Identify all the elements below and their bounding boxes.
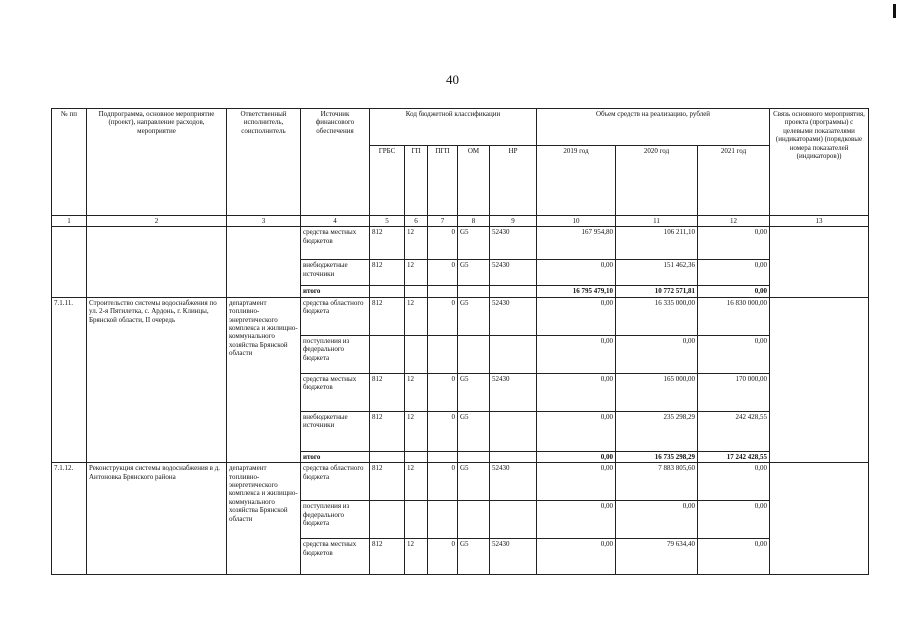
cell-nr: 52430 <box>490 297 537 335</box>
cell-source: средства областного бюджета <box>301 297 370 335</box>
cell-gp <box>405 286 428 297</box>
cell-pgp: 0 <box>428 373 458 411</box>
cell-grbs <box>370 501 405 539</box>
budget-table <box>51 108 869 575</box>
cell-gp <box>405 501 428 539</box>
cell-om: G5 <box>458 260 490 286</box>
cell-2021: 170 000,00 <box>698 373 770 411</box>
col-number: 8 <box>458 216 490 227</box>
cell-source: средства местных бюджетов <box>301 227 370 260</box>
cell-source: итого <box>301 451 370 462</box>
cell-grbs <box>370 451 405 462</box>
cell-nr <box>490 501 537 539</box>
cell-2019: 0,00 <box>537 411 616 451</box>
cell-2019: 0,00 <box>537 260 616 286</box>
cell-num: 7.1.12. <box>52 463 87 575</box>
cell-pgp: 0 <box>428 297 458 335</box>
cell-2021: 0,00 <box>698 227 770 260</box>
cell-2019: 0,00 <box>537 463 616 501</box>
cell-2020: 16 335 000,00 <box>616 297 698 335</box>
col-number: 12 <box>698 216 770 227</box>
col-number: 13 <box>770 216 869 227</box>
cell-om: G5 <box>458 463 490 501</box>
cell-gp: 12 <box>405 227 428 260</box>
cell-2020: 16 735 298,29 <box>616 451 698 462</box>
cell-link <box>770 297 869 462</box>
header-num: № пп <box>52 109 87 216</box>
cell-source: средства местных бюджетов <box>301 373 370 411</box>
cell-2019: 0,00 <box>537 539 616 575</box>
cell-gp: 12 <box>405 373 428 411</box>
header-gp: ГП <box>405 146 428 216</box>
cell-2021: 17 242 428,55 <box>698 451 770 462</box>
cell-2021: 242 428,55 <box>698 411 770 451</box>
cell-gp <box>405 451 428 462</box>
cell-2020: 106 211,10 <box>616 227 698 260</box>
cell-pgp: 0 <box>428 411 458 451</box>
header-budget-code: Код бюджетной классификации <box>370 109 537 146</box>
cell-source: внебюджетные источники <box>301 411 370 451</box>
cell-nr: 52430 <box>490 373 537 411</box>
cell-2019: 16 795 479,10 <box>537 286 616 297</box>
col-number: 9 <box>490 216 537 227</box>
cell-name <box>87 227 227 297</box>
cell-2021: 0,00 <box>698 463 770 501</box>
cell-grbs <box>370 335 405 373</box>
cell-pgp <box>428 335 458 373</box>
cell-om <box>458 451 490 462</box>
cell-2021: 0,00 <box>698 539 770 575</box>
cell-source: поступления из федерального бюджета <box>301 335 370 373</box>
cell-responsible: департамент топливно-энергетического комплекса и жилищно-коммунального хозяйства Брянской области <box>227 297 301 462</box>
cell-source: средства местных бюджетов <box>301 539 370 575</box>
cell-num <box>52 227 87 297</box>
cell-2019: 0,00 <box>537 373 616 411</box>
header-2020: 2020 год <box>616 146 698 216</box>
cell-om: G5 <box>458 373 490 411</box>
header-source: Источник финансового обеспечения <box>301 109 370 216</box>
col-number: 3 <box>227 216 301 227</box>
cell-nr <box>490 451 537 462</box>
cell-2021: 0,00 <box>698 260 770 286</box>
cell-nr <box>490 335 537 373</box>
cell-2020: 165 000,00 <box>616 373 698 411</box>
col-number: 5 <box>370 216 405 227</box>
cell-om: G5 <box>458 297 490 335</box>
cell-2021: 0,00 <box>698 501 770 539</box>
cell-gp: 12 <box>405 539 428 575</box>
page-number: 40 <box>446 72 459 87</box>
header-volume: Объем средств на реализацию, рублей <box>537 109 770 146</box>
cell-grbs: 812 <box>370 227 405 260</box>
cell-grbs <box>370 286 405 297</box>
col-number: 11 <box>616 216 698 227</box>
cell-num: 7.1.11. <box>52 297 87 462</box>
cell-name: Строительство системы водоснабжения по ул. 2-я Пятилетка, с. Ардонь, г. Клинцы, Брянской области, II очередь <box>87 297 227 462</box>
cell-grbs: 812 <box>370 463 405 501</box>
cell-2020: 10 772 571,81 <box>616 286 698 297</box>
cell-2019: 0,00 <box>537 501 616 539</box>
cell-link <box>770 463 869 575</box>
cell-nr: 52430 <box>490 539 537 575</box>
cell-responsible: департамент топливно-энергетического комплекса и жилищно-коммунального хозяйства Брянской области <box>227 463 301 575</box>
cell-name: Реконструкция системы водоснабжения в д. Антоновка Брянского района <box>87 463 227 575</box>
col-number: 7 <box>428 216 458 227</box>
cell-2020: 79 634,40 <box>616 539 698 575</box>
cell-pgp: 0 <box>428 463 458 501</box>
cell-grbs: 812 <box>370 373 405 411</box>
header-row-1 <box>52 109 869 146</box>
table-row <box>52 227 869 260</box>
cell-2019: 0,00 <box>537 451 616 462</box>
cell-grbs: 812 <box>370 411 405 451</box>
cell-source: поступления из федерального бюджета <box>301 501 370 539</box>
cell-2019: 167 954,80 <box>537 227 616 260</box>
cell-om: G5 <box>458 227 490 260</box>
cell-link <box>770 227 869 297</box>
cell-om <box>458 286 490 297</box>
header-subprogram: Подпрограмма, основное мероприятие (проект), направление расходов, мероприятие <box>87 109 227 216</box>
col-number: 1 <box>52 216 87 227</box>
cell-2020: 7 883 805,60 <box>616 463 698 501</box>
cell-pgp <box>428 451 458 462</box>
cell-2021: 0,00 <box>698 335 770 373</box>
cell-2019: 0,00 <box>537 335 616 373</box>
cell-gp <box>405 335 428 373</box>
cell-grbs: 812 <box>370 297 405 335</box>
cell-pgp <box>428 501 458 539</box>
cell-2021: 0,00 <box>698 286 770 297</box>
header-grbs: ГРБС <box>370 146 405 216</box>
header-link: Связь основного мероприятия, проекта (программы) с целевыми показателями (индикаторами) (порядковые номера показателей (индикаторов)) <box>770 109 869 216</box>
header-2019: 2019 год <box>537 146 616 216</box>
cell-om: G5 <box>458 411 490 451</box>
cell-2020: 151 462,36 <box>616 260 698 286</box>
header-om: ОМ <box>458 146 490 216</box>
cell-gp: 12 <box>405 411 428 451</box>
cell-2019: 0,00 <box>537 297 616 335</box>
cell-2021: 16 830 000,00 <box>698 297 770 335</box>
cell-grbs: 812 <box>370 260 405 286</box>
cell-nr <box>490 411 537 451</box>
cell-pgp: 0 <box>428 227 458 260</box>
cell-gp: 12 <box>405 260 428 286</box>
cell-2020: 235 298,29 <box>616 411 698 451</box>
header-nr: НР <box>490 146 537 216</box>
cell-nr: 52430 <box>490 260 537 286</box>
col-number: 6 <box>405 216 428 227</box>
cell-2020: 0,00 <box>616 501 698 539</box>
cell-om <box>458 501 490 539</box>
header-pgp: ПГП <box>428 146 458 216</box>
cell-nr <box>490 286 537 297</box>
header-responsible: Ответственный исполнитель, соисполнитель <box>227 109 301 216</box>
table-row <box>52 463 869 501</box>
cell-om: G5 <box>458 539 490 575</box>
cell-source: итого <box>301 286 370 297</box>
cell-pgp <box>428 286 458 297</box>
cell-nr: 52430 <box>490 227 537 260</box>
cell-nr: 52430 <box>490 463 537 501</box>
cell-responsible <box>227 227 301 297</box>
cell-source: внебюджетные источники <box>301 260 370 286</box>
col-number: 2 <box>87 216 227 227</box>
cell-om <box>458 335 490 373</box>
col-number: 4 <box>301 216 370 227</box>
column-numbers-row <box>52 216 869 227</box>
header-2021: 2021 год <box>698 146 770 216</box>
scan-edge-mark <box>893 4 896 18</box>
cell-2020: 0,00 <box>616 335 698 373</box>
cell-gp: 12 <box>405 463 428 501</box>
col-number: 10 <box>537 216 616 227</box>
cell-gp: 12 <box>405 297 428 335</box>
cell-grbs: 812 <box>370 539 405 575</box>
cell-pgp: 0 <box>428 260 458 286</box>
table-row <box>52 297 869 335</box>
cell-pgp: 0 <box>428 539 458 575</box>
cell-source: средства областного бюджета <box>301 463 370 501</box>
